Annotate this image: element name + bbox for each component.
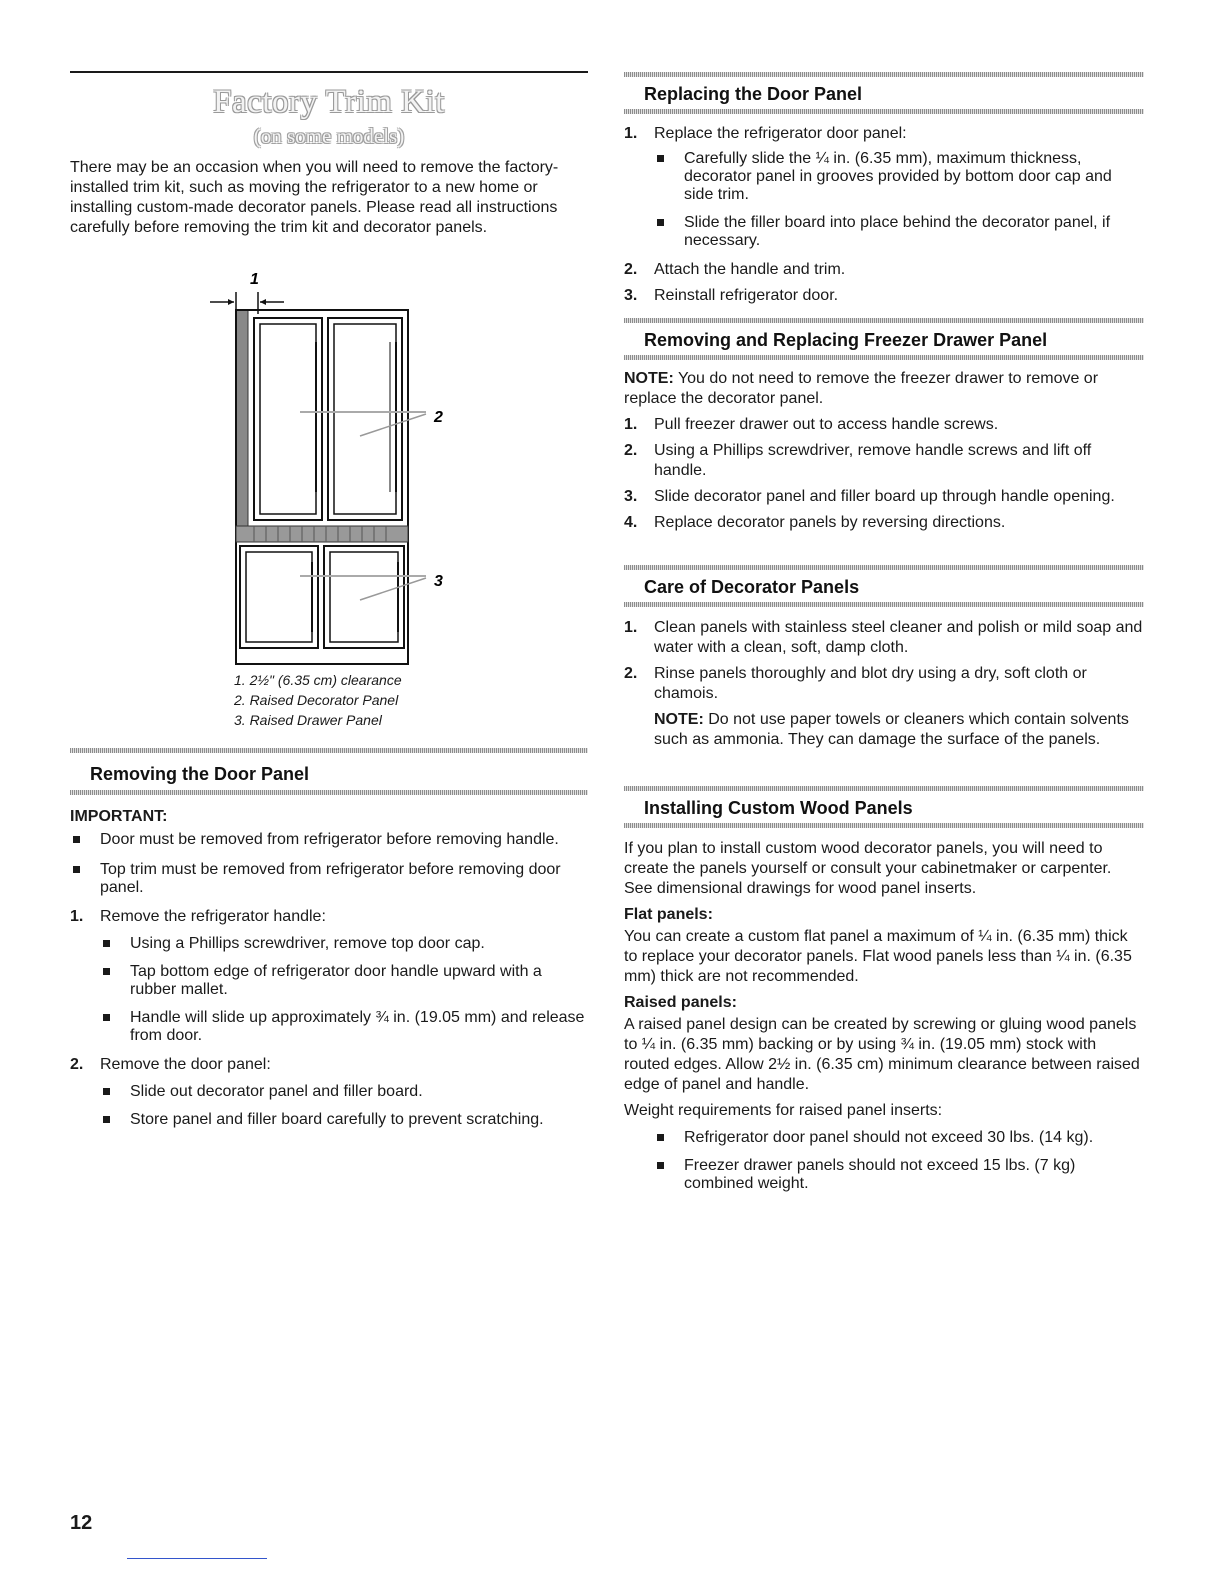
caption-1: 1. 2½" (6.35 cm) clearance (234, 672, 402, 688)
list-item: Using a Phillips screwdriver, remove top door cap. (100, 935, 588, 953)
bullet-square-icon (657, 1162, 664, 1169)
bullet-square-icon (103, 1014, 110, 1021)
list-item: Slide out decorator panel and filler board. (100, 1083, 588, 1101)
step-item: 1. Remove the refrigerator handle: Using a Phillips screwdriver, remove top door cap. Tap bottom edge of refrigerator door handle upward with a rubber mallet. Handle will slide up approximately ¾ in. (19.05 mm) and release from door. (70, 907, 588, 1045)
caption-2: 2. Raised Decorator Panel (234, 692, 399, 708)
section-rule (624, 318, 1144, 323)
list-item: Handle will slide up approximately ¾ in. (19.05 mm) and release from door. (100, 1009, 588, 1045)
step-item: 1. Replace the refrigerator door panel: Carefully slide the ¼ in. (6.35 mm), maximum thickness, decorator panel in grooves provided by bottom door cap and side trim. Slide the filler board into place behind the decorator panel, if necessary. (624, 124, 1144, 250)
removing-steps (70, 907, 588, 1129)
step-item: 1. Clean panels with stainless steel cleaner and polish or mild soap and water with a clean, soft, damp cloth. (624, 619, 1143, 656)
page-subtitle: (on some models) (253, 124, 405, 148)
step-item: 3. Reinstall refrigerator door. (624, 287, 839, 304)
bullet-square-icon (73, 836, 80, 843)
bullet-square-icon (73, 866, 80, 873)
section-rule (624, 786, 1144, 791)
drawer-handle-band (236, 526, 408, 542)
trim-kit-diagram (200, 262, 460, 674)
care-steps (624, 618, 1144, 704)
step-item: 2. Using a Phillips screwdriver, remove handle screws and lift off handle. (624, 442, 1092, 479)
sub-list (100, 935, 588, 1045)
section-freezer-drawer-panel (624, 318, 1144, 539)
step-item: 2. Attach the handle and trim. (624, 261, 846, 278)
raised-panels-text: A raised panel design can be created by screwing or gluing wood panels to ¼ in. (6.35 mm) backing or by using ¾ in. (19.05 mm) stock with routed edges. Allow 2½ in. (6.35 cm) minimum clearance between raised edge of panel and handle. (624, 1016, 1140, 1093)
callout-3: 3 (434, 573, 443, 590)
section-custom-wood-panels (624, 786, 1144, 1203)
step-item: 2. Rinse panels thoroughly and blot dry using a dry, soft cloth or chamois. (624, 665, 1087, 702)
section-rule (70, 748, 588, 753)
section-care-decorator-panels (624, 565, 1144, 750)
raised-drawer-panels (240, 546, 404, 648)
bullet-square-icon (103, 1116, 110, 1123)
section-rule (624, 109, 1144, 114)
bullet-square-icon (103, 968, 110, 975)
section-heading: Installing Custom Wood Panels (644, 798, 913, 818)
section-heading: Removing and Replacing Freezer Drawer Panel (644, 330, 1048, 350)
bullet-square-icon (657, 1134, 664, 1141)
list-item: Freezer drawer panels should not exceed 15 lbs. (7 kg) combined weight. (654, 1157, 1144, 1193)
top-rule (70, 71, 588, 73)
section-rule (624, 565, 1144, 570)
intro-paragraph: There may be an occasion when you will need to remove the factory-installed trim kit, such as moving the refrigerator to a new home or installing custom-made decorator panels. Please read all instructions carefully before removing the trim kit and decorator panels. (70, 159, 559, 236)
freezer-note: NOTE: You do not need to remove the freezer drawer to remove or replace the decorator panel. (624, 370, 1099, 407)
list-item: Store panel and filler board carefully to prevent scratching. (100, 1111, 588, 1129)
side-trim (236, 310, 248, 526)
section-rule (624, 823, 1144, 828)
flat-panels-label: Flat panels: (624, 906, 713, 923)
freezer-steps (624, 415, 1144, 533)
important-label: IMPORTANT: (70, 808, 168, 825)
bullet-square-icon (103, 940, 110, 947)
care-note: NOTE: Do not use paper towels or cleaners which contain solvents such as ammonia. They can damage the surface of the panels. (654, 711, 1129, 748)
list-item: Refrigerator door panel should not exceed 30 lbs. (14 kg). (654, 1129, 1144, 1147)
callout-1: 1 (250, 271, 259, 288)
page-title: Factory Trim Kit (213, 84, 445, 120)
step-item: 4. Replace decorator panels by reversing directions. (624, 514, 1006, 531)
page-number: 12 (70, 1512, 93, 1534)
section-removing-door-panel (70, 748, 588, 1139)
bottom-line (127, 1558, 267, 1559)
step-item: 3. Slide decorator panel and filler board up through handle opening. (624, 488, 1115, 505)
list-item: Top trim must be removed from refrigerator before removing door panel. (70, 861, 588, 897)
caption-3: 3. Raised Drawer Panel (234, 712, 382, 728)
section-rule (624, 602, 1144, 607)
section-rule (624, 72, 1144, 77)
custom-intro: If you plan to install custom wood decorator panels, you will need to create the panels yourself or consult your cabinetmaker or carpenter. See dimensional drawings for wood panel inserts. (624, 840, 1112, 897)
flat-panels-text: You can create a custom flat panel a maximum of ¼ in. (6.35 mm) thick to replace your decorator panels. Flat wood panels less than ¼ in. (6.35 mm) thick are not recommended. (624, 928, 1132, 985)
sub-list (654, 150, 1144, 250)
section-heading: Removing the Door Panel (90, 764, 310, 784)
sub-list (100, 1083, 588, 1129)
bullet-square-icon (657, 219, 664, 226)
replacing-steps (624, 124, 1144, 306)
section-heading: Replacing the Door Panel (644, 84, 863, 104)
list-item: Door must be removed from refrigerator before removing handle. (70, 831, 588, 849)
figure-captions (234, 670, 534, 730)
step-item: 1. Pull freezer drawer out to access handle screws. (624, 416, 999, 433)
raised-panels-label: Raised panels: (624, 994, 737, 1011)
list-item: Tap bottom edge of refrigerator door handle upward with a rubber mallet. (100, 963, 588, 999)
important-list (70, 831, 588, 897)
section-heading: Care of Decorator Panels (644, 577, 860, 597)
list-item: Carefully slide the ¼ in. (6.35 mm), maximum thickness, decorator panel in grooves provided by bottom door cap and side trim. (654, 150, 1144, 204)
section-replacing-door-panel (624, 72, 1144, 312)
step-item: 2. Remove the door panel: Slide out decorator panel and filler board. Store panel and filler board carefully to prevent scratching. (70, 1055, 588, 1129)
section-rule (624, 355, 1144, 360)
raised-decorator-panels (254, 318, 402, 520)
list-item: Slide the filler board into place behind the decorator panel, if necessary. (654, 214, 1144, 250)
bullet-square-icon (657, 155, 664, 162)
callout-2: 2 (434, 409, 443, 426)
weight-intro: Weight requirements for raised panel inserts: (624, 1102, 943, 1119)
section-rule (70, 790, 588, 795)
weight-list (654, 1129, 1144, 1193)
bullet-square-icon (103, 1088, 110, 1095)
